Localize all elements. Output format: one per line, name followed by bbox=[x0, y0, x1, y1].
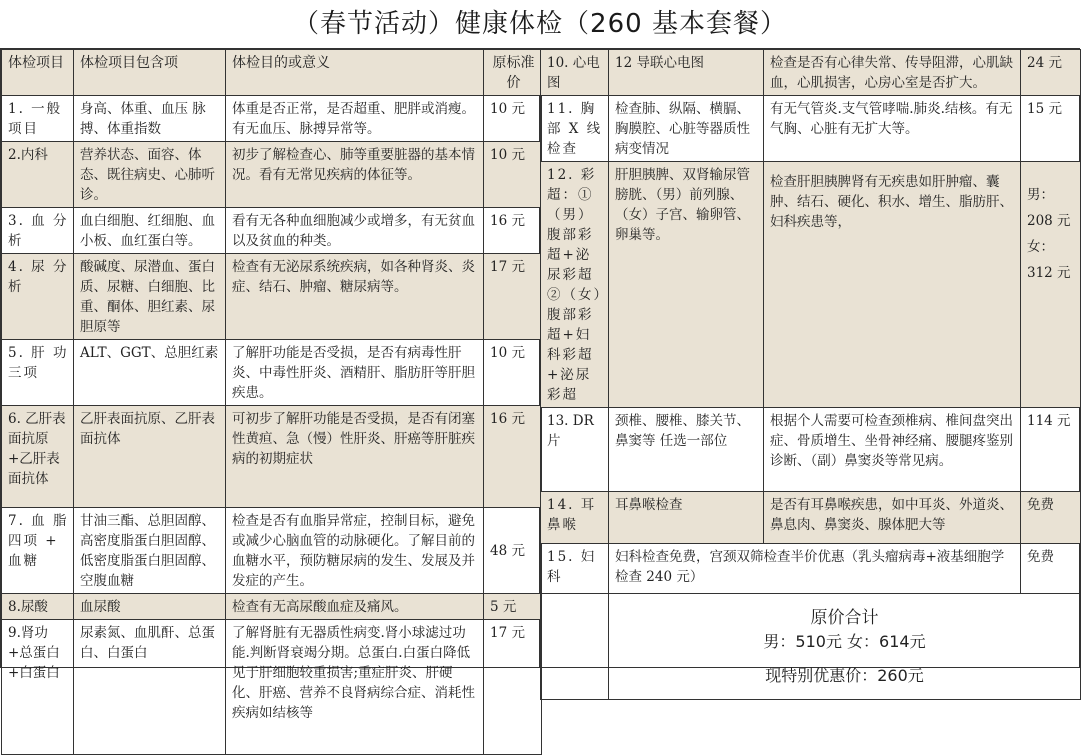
item-price: 10 元 bbox=[484, 142, 542, 208]
item-purpose: 了解肝功能是否受损，是否有病毒性肝炎、中毒性肝炎、酒精肝、脂肪肝等肝胆疾患。 bbox=[226, 340, 484, 406]
summary-blank-cell bbox=[541, 594, 609, 700]
item-name: 4. 尿 分析 bbox=[2, 254, 74, 340]
table-row bbox=[541, 408, 1081, 492]
item-price: 15 元 bbox=[1021, 96, 1081, 162]
item-purpose: 检查是否有心律失常、传导阻滞，心肌缺血，心肌损害，心房心室是否扩大。 bbox=[764, 50, 1021, 96]
table-header-row bbox=[2, 50, 542, 96]
item-purpose: 可初步了解肝功能是否受损，是否有闭塞性黄疸、急（慢）性肝炎、肝癌等肝脏疾病的初期症状 bbox=[226, 406, 484, 508]
item-contents: ALT、GGT、总胆红素 bbox=[74, 340, 226, 406]
table-row bbox=[2, 340, 542, 406]
item-contents: 尿素氮、血肌酐、总蛋白、白蛋白 bbox=[74, 620, 226, 755]
item-price: 10 元 bbox=[484, 96, 542, 142]
table-row bbox=[2, 406, 542, 508]
left-table-panel bbox=[0, 48, 540, 721]
item-purpose: 检查有无高尿酸血症及痛风。 bbox=[226, 594, 484, 620]
item-name: 10. 心电图 bbox=[541, 50, 609, 96]
item-name: 8.尿酸 bbox=[2, 594, 74, 620]
table-row bbox=[2, 142, 542, 208]
header-price: 原标准价 bbox=[484, 50, 542, 96]
table-row bbox=[541, 96, 1081, 162]
item-price: 16 元 bbox=[484, 406, 542, 508]
item-purpose: 体重是否正常，是否超重、肥胖或消瘦。有无血压、脉搏异常等。 bbox=[226, 96, 484, 142]
item-name: 5. 肝 功 三项 bbox=[2, 340, 74, 406]
item-contents: 酸碱度、尿潜血、蛋白质、尿糖、白细胞、比重、酮体、胆红素、尿胆原等 bbox=[74, 254, 226, 340]
table-row bbox=[2, 594, 542, 620]
item-price: 48 元 bbox=[484, 508, 542, 594]
item-price: 17 元 bbox=[484, 254, 542, 340]
item-name: 15. 妇科 bbox=[541, 544, 609, 594]
item-price: 17 元 bbox=[484, 620, 542, 755]
table-row bbox=[2, 620, 542, 755]
item-purpose: 了解肾脏有无器质性病变.肾小球滤过功能.判断肾衰竭分期。总蛋白.白蛋白降低见于肝细胞较重损害;重症肝炎、肝硬化、肝癌、营养不良肾病综合症、消耗性疾病如结核等 bbox=[226, 620, 484, 755]
item-name: 9.肾功+总蛋白+白蛋白 bbox=[2, 620, 74, 755]
item-contents: 甘油三酯、总胆固醇、高密度脂蛋白胆固醇、低密度脂蛋白胆固醇、空腹血糖 bbox=[74, 508, 226, 594]
item-price: 5 元 bbox=[484, 594, 542, 620]
summary-row bbox=[541, 594, 1081, 700]
price-summary bbox=[609, 594, 1081, 700]
item-price: 16 元 bbox=[484, 208, 542, 254]
item-name: 1. 一般项目 bbox=[2, 96, 74, 142]
item-purpose: 检查肝胆胰脾肾有无疾患如肝肿瘤、囊肿、结石、硬化、积水、增生、脂肪肝、妇科疾患等， bbox=[764, 162, 1021, 408]
item-name: 3. 血 分析 bbox=[2, 208, 74, 254]
table-row bbox=[541, 50, 1081, 96]
item-purpose: 根据个人需要可检查颈椎病、椎间盘突出症、骨质增生、坐骨神经痛、腰腿疼鉴别诊断、（副）鼻窦炎等常见病。 bbox=[764, 408, 1021, 492]
item-purpose: 是否有耳鼻喉疾患，如中耳炎、外道炎、鼻息肉、鼻窦炎、腺体肥大等 bbox=[764, 492, 1021, 544]
item-purpose: 看有无各种血细胞减少或增多，有无贫血以及贫血的种类。 bbox=[226, 208, 484, 254]
header-purpose: 体检目的或意义 bbox=[226, 50, 484, 96]
summary-title: 原价合计 bbox=[810, 607, 879, 628]
item-price: 免费 bbox=[1021, 492, 1081, 544]
item-contents: 血尿酸 bbox=[74, 594, 226, 620]
summary-original-prices: 男：510元 女：614元 bbox=[763, 631, 926, 651]
left-exam-table bbox=[1, 49, 542, 755]
item-contents: 血白细胞、红细胞、血小板、血红蛋白等。 bbox=[74, 208, 226, 254]
item-name: 6. 乙肝表面抗原+乙肝表面抗体 bbox=[2, 406, 74, 508]
item-contents: 身高、体重、血压 脉搏、体重指数 bbox=[74, 96, 226, 142]
table-row bbox=[541, 492, 1081, 544]
table-row bbox=[541, 162, 1081, 408]
item-price: 10 元 bbox=[484, 340, 542, 406]
item-price: 24 元 bbox=[1021, 50, 1081, 96]
page-title: （春节活动）健康体检（260 基本套餐） bbox=[293, 9, 787, 39]
item-name: 11. 胸 部 X 线检查 bbox=[541, 96, 609, 162]
item-price: 男：208 元 女：312 元 bbox=[1021, 162, 1081, 408]
summary-special-price: 现特别优惠价：260元 bbox=[765, 665, 924, 685]
item-price: 免费 bbox=[1021, 544, 1081, 594]
item-name: 14. 耳鼻喉 bbox=[541, 492, 609, 544]
right-exam-table bbox=[540, 49, 1081, 700]
item-name: 13. DR 片 bbox=[541, 408, 609, 492]
item-name: 12. 彩超：①（男）腹部彩超+泌尿彩超 ②（女）腹部彩超+妇科彩超+泌尿彩超 bbox=[541, 162, 609, 408]
item-contents: 营养状态、面容、体态、既往病史、心肺听诊。 bbox=[74, 142, 226, 208]
item-contents: 检查肺、纵隔、横膈、胸膜腔、心脏等器质性病变情况 bbox=[609, 96, 764, 162]
header-item: 体检项目 bbox=[2, 50, 74, 96]
item-contents: 颈椎、腰椎、膝关节、鼻窦等 任选一部位 bbox=[609, 408, 764, 492]
item-contents: 妇科检查免费，宫颈双筛检查半价优惠（乳头瘤病毒+液基细胞学检查 240 元） bbox=[609, 544, 1021, 594]
item-purpose: 检查是否有血脂异常症，控制目标，避免或减少心脑血管的动脉硬化。了解目前的血糖水平，预防糖尿病的发生、发展及并发症的产生。 bbox=[226, 508, 484, 594]
item-name: 7. 血 脂四项 + 血糖 bbox=[2, 508, 74, 594]
header-contents: 体检项目包含项 bbox=[74, 50, 226, 96]
right-table-panel bbox=[540, 48, 1080, 685]
table-row bbox=[2, 508, 542, 594]
item-purpose: 有无气管炎.支气管哮喘.肺炎.结核。有无气胸、心脏有无扩大等。 bbox=[764, 96, 1021, 162]
table-row bbox=[541, 544, 1081, 594]
item-contents: 乙肝表面抗原、乙肝表面抗体 bbox=[74, 406, 226, 508]
table-row bbox=[2, 96, 542, 142]
item-purpose: 初步了解检查心、肺等重要脏器的基本情况。看有无常见疾病的体征等。 bbox=[226, 142, 484, 208]
item-contents: 肝胆胰脾、双肾输尿管膀胱、（男）前列腺、（女）子宫、输卵管、卵巢等。 bbox=[609, 162, 764, 408]
item-name: 2.内科 bbox=[2, 142, 74, 208]
item-contents: 耳鼻喉检查 bbox=[609, 492, 764, 544]
item-purpose: 检查有无泌尿系统疾病，如各种肾炎、炎症、结石、肿瘤、糖尿病等。 bbox=[226, 254, 484, 340]
item-price: 114 元 bbox=[1021, 408, 1081, 492]
item-contents: 12 导联心电图 bbox=[609, 50, 764, 96]
table-row bbox=[2, 254, 542, 340]
table-row bbox=[2, 208, 542, 254]
